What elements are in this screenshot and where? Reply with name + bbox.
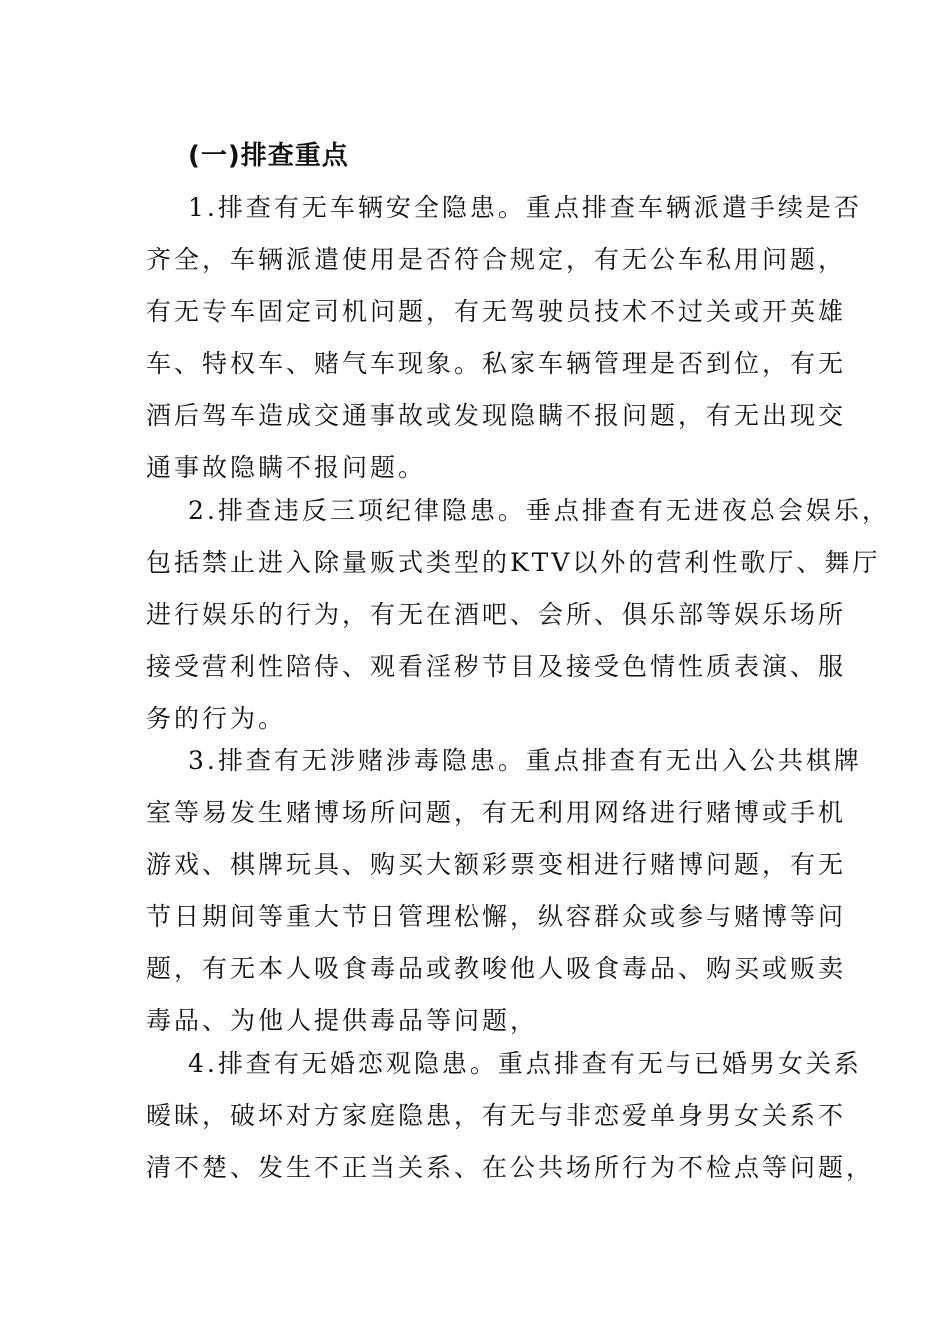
paragraph-line: 室等易发生赌博场所问题，有无利用网络进行赌博或手机	[146, 798, 847, 827]
paragraph-line: 齐全，车辆派遣使用是否符合规定，有无公车私用问题，	[146, 245, 847, 274]
paragraph-vehicle-safety	[146, 182, 862, 494]
paragraph-line: 通事故隐瞒不报问题。	[146, 453, 427, 482]
paragraph-line: 务的行为。	[146, 704, 287, 733]
paragraph-line: 车、特权车、赌气车现象。私家车辆管理是否到位，有无	[146, 349, 847, 378]
paragraph-line: 包括禁止进入除量贩式类型的KTV以外的营利性歌厅、舞厅	[146, 548, 881, 577]
paragraph-line: 接受营利性陪侍、观看淫秽节目及接受色情性质表演、服	[146, 652, 847, 681]
paragraph-line: 毒品、为他人提供毒品等问题，	[146, 1006, 539, 1035]
paragraph-line: 有无专车固定司机问题，有无驾驶员技术不过关或开英雄	[146, 297, 847, 326]
paragraph-line: 游戏、棋牌玩具、购买大额彩票变相进行赌博问题，有无	[146, 850, 847, 879]
paragraph-line: 节日期间等重大节日管理松懈，纵容群众或参与赌博等问	[146, 902, 847, 931]
paragraph-line: 进行娱乐的行为，有无在酒吧、会所、俱乐部等娱乐场所	[146, 600, 847, 629]
paragraph-three-disciplines	[146, 485, 890, 745]
paragraph-gambling-drugs	[146, 735, 862, 1047]
paragraph-line: 酒后驾车造成交通事故或发现隐瞒不报问题，有无出现交	[146, 401, 847, 430]
paragraph-marriage-views	[146, 1038, 875, 1194]
paragraph-line: 题，有无本人吸食毒品或教唆他人吸食毒品、购买或贩卖	[146, 954, 847, 983]
section-heading: (一)排查重点	[188, 141, 349, 171]
paragraph-line: 2.排查违反三项纪律隐患。垂点排查有无进夜总会娱乐，	[188, 496, 890, 525]
paragraph-line: 3.排查有无涉赌涉毒隐患。重点排查有无出入公共棋牌	[188, 746, 862, 775]
paragraph-line: 4.排查有无婚恋观隐患。重点排查有无与已婚男女关系	[188, 1049, 862, 1078]
paragraph-line: 暧昧，破坏对方家庭隐患，有无与非恋爱单身男女关系不	[146, 1101, 847, 1130]
paragraph-line: 1.排查有无车辆安全隐患。重点排查车辆派遣手续是否	[188, 193, 862, 222]
paragraph-line: 清不楚、发生不正当关系、在公共场所行为不检点等问题，	[146, 1153, 875, 1182]
